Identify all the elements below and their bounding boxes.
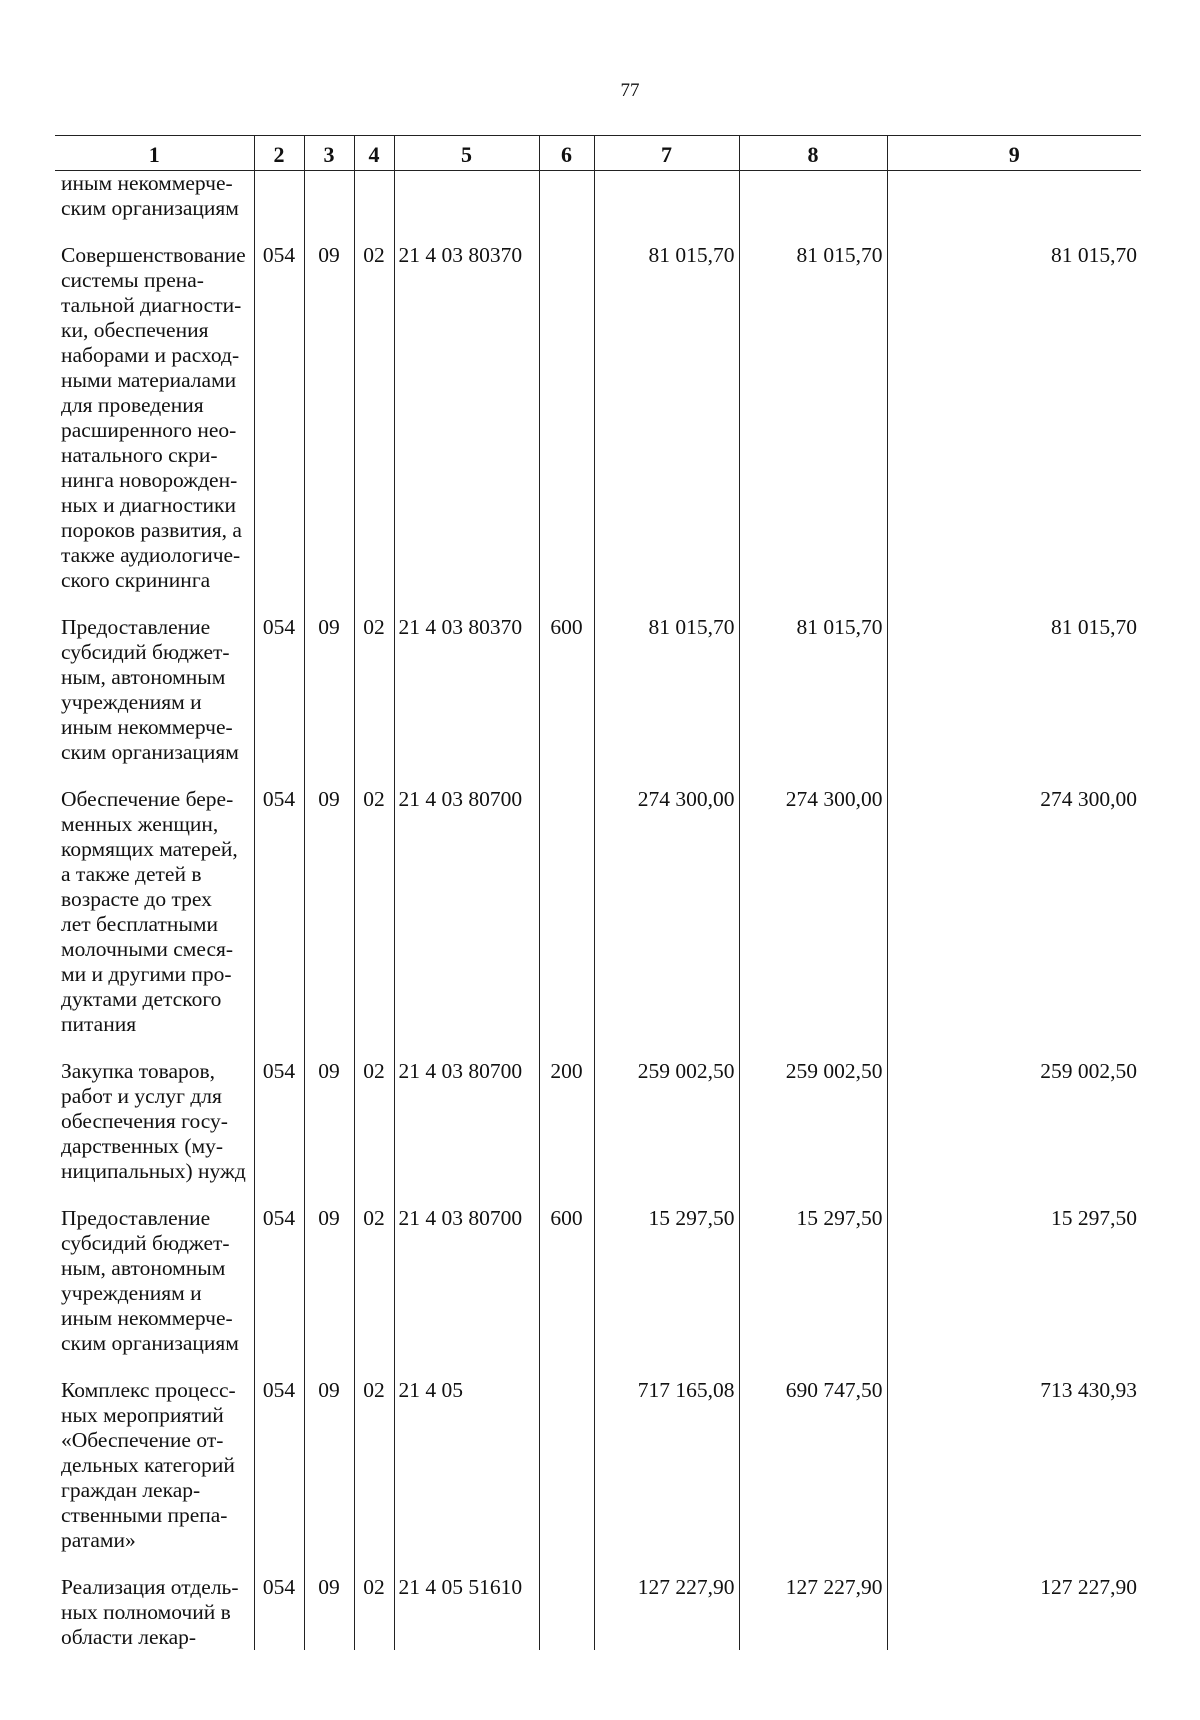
ministry-code-cell: 054 — [254, 1378, 304, 1553]
amount-year3-cell: 274 300,00 — [887, 787, 1141, 1037]
header-col-1: 1 — [55, 136, 254, 171]
target-article-cell: 21 4 03 80370 — [394, 243, 539, 593]
row-spacer — [55, 1356, 1141, 1378]
expense-type-cell: 600 — [539, 615, 594, 765]
section-code-cell: 09 — [304, 787, 354, 1037]
target-article-cell: 21 4 03 80700 — [394, 1059, 539, 1184]
table-row — [55, 1059, 1141, 1184]
amount-year2-cell: 127 227,90 — [739, 1575, 887, 1650]
expense-type-cell — [539, 243, 594, 593]
section-code-cell: 09 — [304, 243, 354, 593]
table-body — [55, 171, 1141, 1651]
ministry-code-cell: 054 — [254, 1206, 304, 1356]
row-spacer — [55, 593, 1141, 615]
ministry-code-cell: 054 — [254, 787, 304, 1037]
row-name-cell: Закупка товаров, работ и услуг для обеспечения госу- дарственных (му- ниципальных) нужд — [61, 1059, 246, 1183]
row-spacer — [55, 1037, 1141, 1059]
table-row — [55, 1378, 1141, 1553]
row-name-cell: Предоставление субсидий бюджет- ным, автономным учреждениям и иным некоммерче- ским организациям — [61, 615, 239, 764]
amount-year1-cell: 259 002,50 — [594, 1059, 739, 1184]
amount-year2-cell: 15 297,50 — [739, 1206, 887, 1356]
table-header-row — [55, 136, 1141, 171]
expense-type-cell: 200 — [539, 1059, 594, 1184]
expense-type-cell — [539, 171, 594, 222]
subsection-code-cell: 02 — [354, 243, 394, 593]
section-code-cell — [304, 171, 354, 222]
table-row — [55, 615, 1141, 765]
amount-year2-cell: 259 002,50 — [739, 1059, 887, 1184]
amount-year1-cell: 127 227,90 — [594, 1575, 739, 1650]
ministry-code-cell: 054 — [254, 1575, 304, 1650]
expense-type-cell: 600 — [539, 1206, 594, 1356]
expense-type-cell — [539, 787, 594, 1037]
subsection-code-cell: 02 — [354, 787, 394, 1037]
target-article-cell: 21 4 03 80370 — [394, 615, 539, 765]
section-code-cell: 09 — [304, 1378, 354, 1553]
section-code-cell: 09 — [304, 1059, 354, 1184]
amount-year2-cell — [739, 171, 887, 222]
ministry-code-cell — [254, 171, 304, 222]
row-spacer — [55, 1184, 1141, 1206]
header-col-9: 9 — [887, 136, 1141, 171]
subsection-code-cell: 02 — [354, 1575, 394, 1650]
header-col-2: 2 — [254, 136, 304, 171]
amount-year1-cell: 717 165,08 — [594, 1378, 739, 1553]
target-article-cell — [394, 171, 539, 222]
table-row — [55, 243, 1141, 593]
ministry-code-cell: 054 — [254, 1059, 304, 1184]
amount-year3-cell: 713 430,93 — [887, 1378, 1141, 1553]
amount-year1-cell: 81 015,70 — [594, 243, 739, 593]
amount-year1-cell: 15 297,50 — [594, 1206, 739, 1356]
expense-type-cell — [539, 1378, 594, 1553]
row-name-cell: Предоставление субсидий бюджет- ным, автономным учреждениям и иным некоммерче- ским организациям — [61, 1206, 239, 1355]
row-name-cell: Обеспечение бере- менных женщин, кормящих матерей, а также детей в возрасте до трех лет бесплатными молочными смеся- ми и другими про- дуктами детского питания — [61, 787, 238, 1036]
amount-year1-cell: 81 015,70 — [594, 615, 739, 765]
row-name-cell: Реализация отдель- ных полномочий в области лекар- — [61, 1575, 239, 1649]
subsection-code-cell: 02 — [354, 1378, 394, 1553]
table-row — [55, 1206, 1141, 1356]
amount-year3-cell: 81 015,70 — [887, 243, 1141, 593]
page-number: 77 — [620, 80, 640, 101]
ministry-code-cell: 054 — [254, 615, 304, 765]
table-row — [55, 787, 1141, 1037]
section-code-cell: 09 — [304, 615, 354, 765]
header-col-4: 4 — [354, 136, 394, 171]
header-col-6: 6 — [539, 136, 594, 171]
amount-year2-cell: 274 300,00 — [739, 787, 887, 1037]
header-col-3: 3 — [304, 136, 354, 171]
expense-type-cell — [539, 1575, 594, 1650]
section-code-cell: 09 — [304, 1575, 354, 1650]
table-row — [55, 171, 1141, 222]
row-name-cell: Совершенствование системы прена- тальной диагности- ки, обеспечения наборами и расход- ными материалами для проведения расширенного нео- натального скри- нинга новорожден- ных и диагностики пороков развития, а также аудиологиче- ского скрининга — [61, 243, 246, 592]
target-article-cell: 21 4 03 80700 — [394, 1206, 539, 1356]
budget-table — [55, 135, 1141, 1650]
header-col-5: 5 — [394, 136, 539, 171]
amount-year1-cell: 274 300,00 — [594, 787, 739, 1037]
section-code-cell: 09 — [304, 1206, 354, 1356]
amount-year3-cell: 127 227,90 — [887, 1575, 1141, 1650]
target-article-cell: 21 4 05 51610 — [394, 1575, 539, 1650]
amount-year2-cell: 690 747,50 — [739, 1378, 887, 1553]
subsection-code-cell: 02 — [354, 615, 394, 765]
table-row — [55, 1575, 1141, 1650]
row-spacer — [55, 765, 1141, 787]
amount-year3-cell: 15 297,50 — [887, 1206, 1141, 1356]
amount-year2-cell: 81 015,70 — [739, 615, 887, 765]
amount-year3-cell — [887, 171, 1141, 222]
subsection-code-cell: 02 — [354, 1059, 394, 1184]
header-col-8: 8 — [739, 136, 887, 171]
ministry-code-cell: 054 — [254, 243, 304, 593]
target-article-cell: 21 4 03 80700 — [394, 787, 539, 1037]
amount-year2-cell: 81 015,70 — [739, 243, 887, 593]
header-col-7: 7 — [594, 136, 739, 171]
amount-year3-cell: 81 015,70 — [887, 615, 1141, 765]
row-spacer — [55, 221, 1141, 243]
row-spacer — [55, 1553, 1141, 1575]
target-article-cell: 21 4 05 — [394, 1378, 539, 1553]
row-name-cell: Комплекс процесс- ных мероприятий «Обеспечение от- дельных категорий граждан лекар- ственными препа- ратами» — [61, 1378, 236, 1552]
subsection-code-cell: 02 — [354, 1206, 394, 1356]
row-name-cell: иным некоммерче- ским организациям — [61, 171, 239, 220]
amount-year3-cell: 259 002,50 — [887, 1059, 1141, 1184]
amount-year1-cell — [594, 171, 739, 222]
subsection-code-cell — [354, 171, 394, 222]
